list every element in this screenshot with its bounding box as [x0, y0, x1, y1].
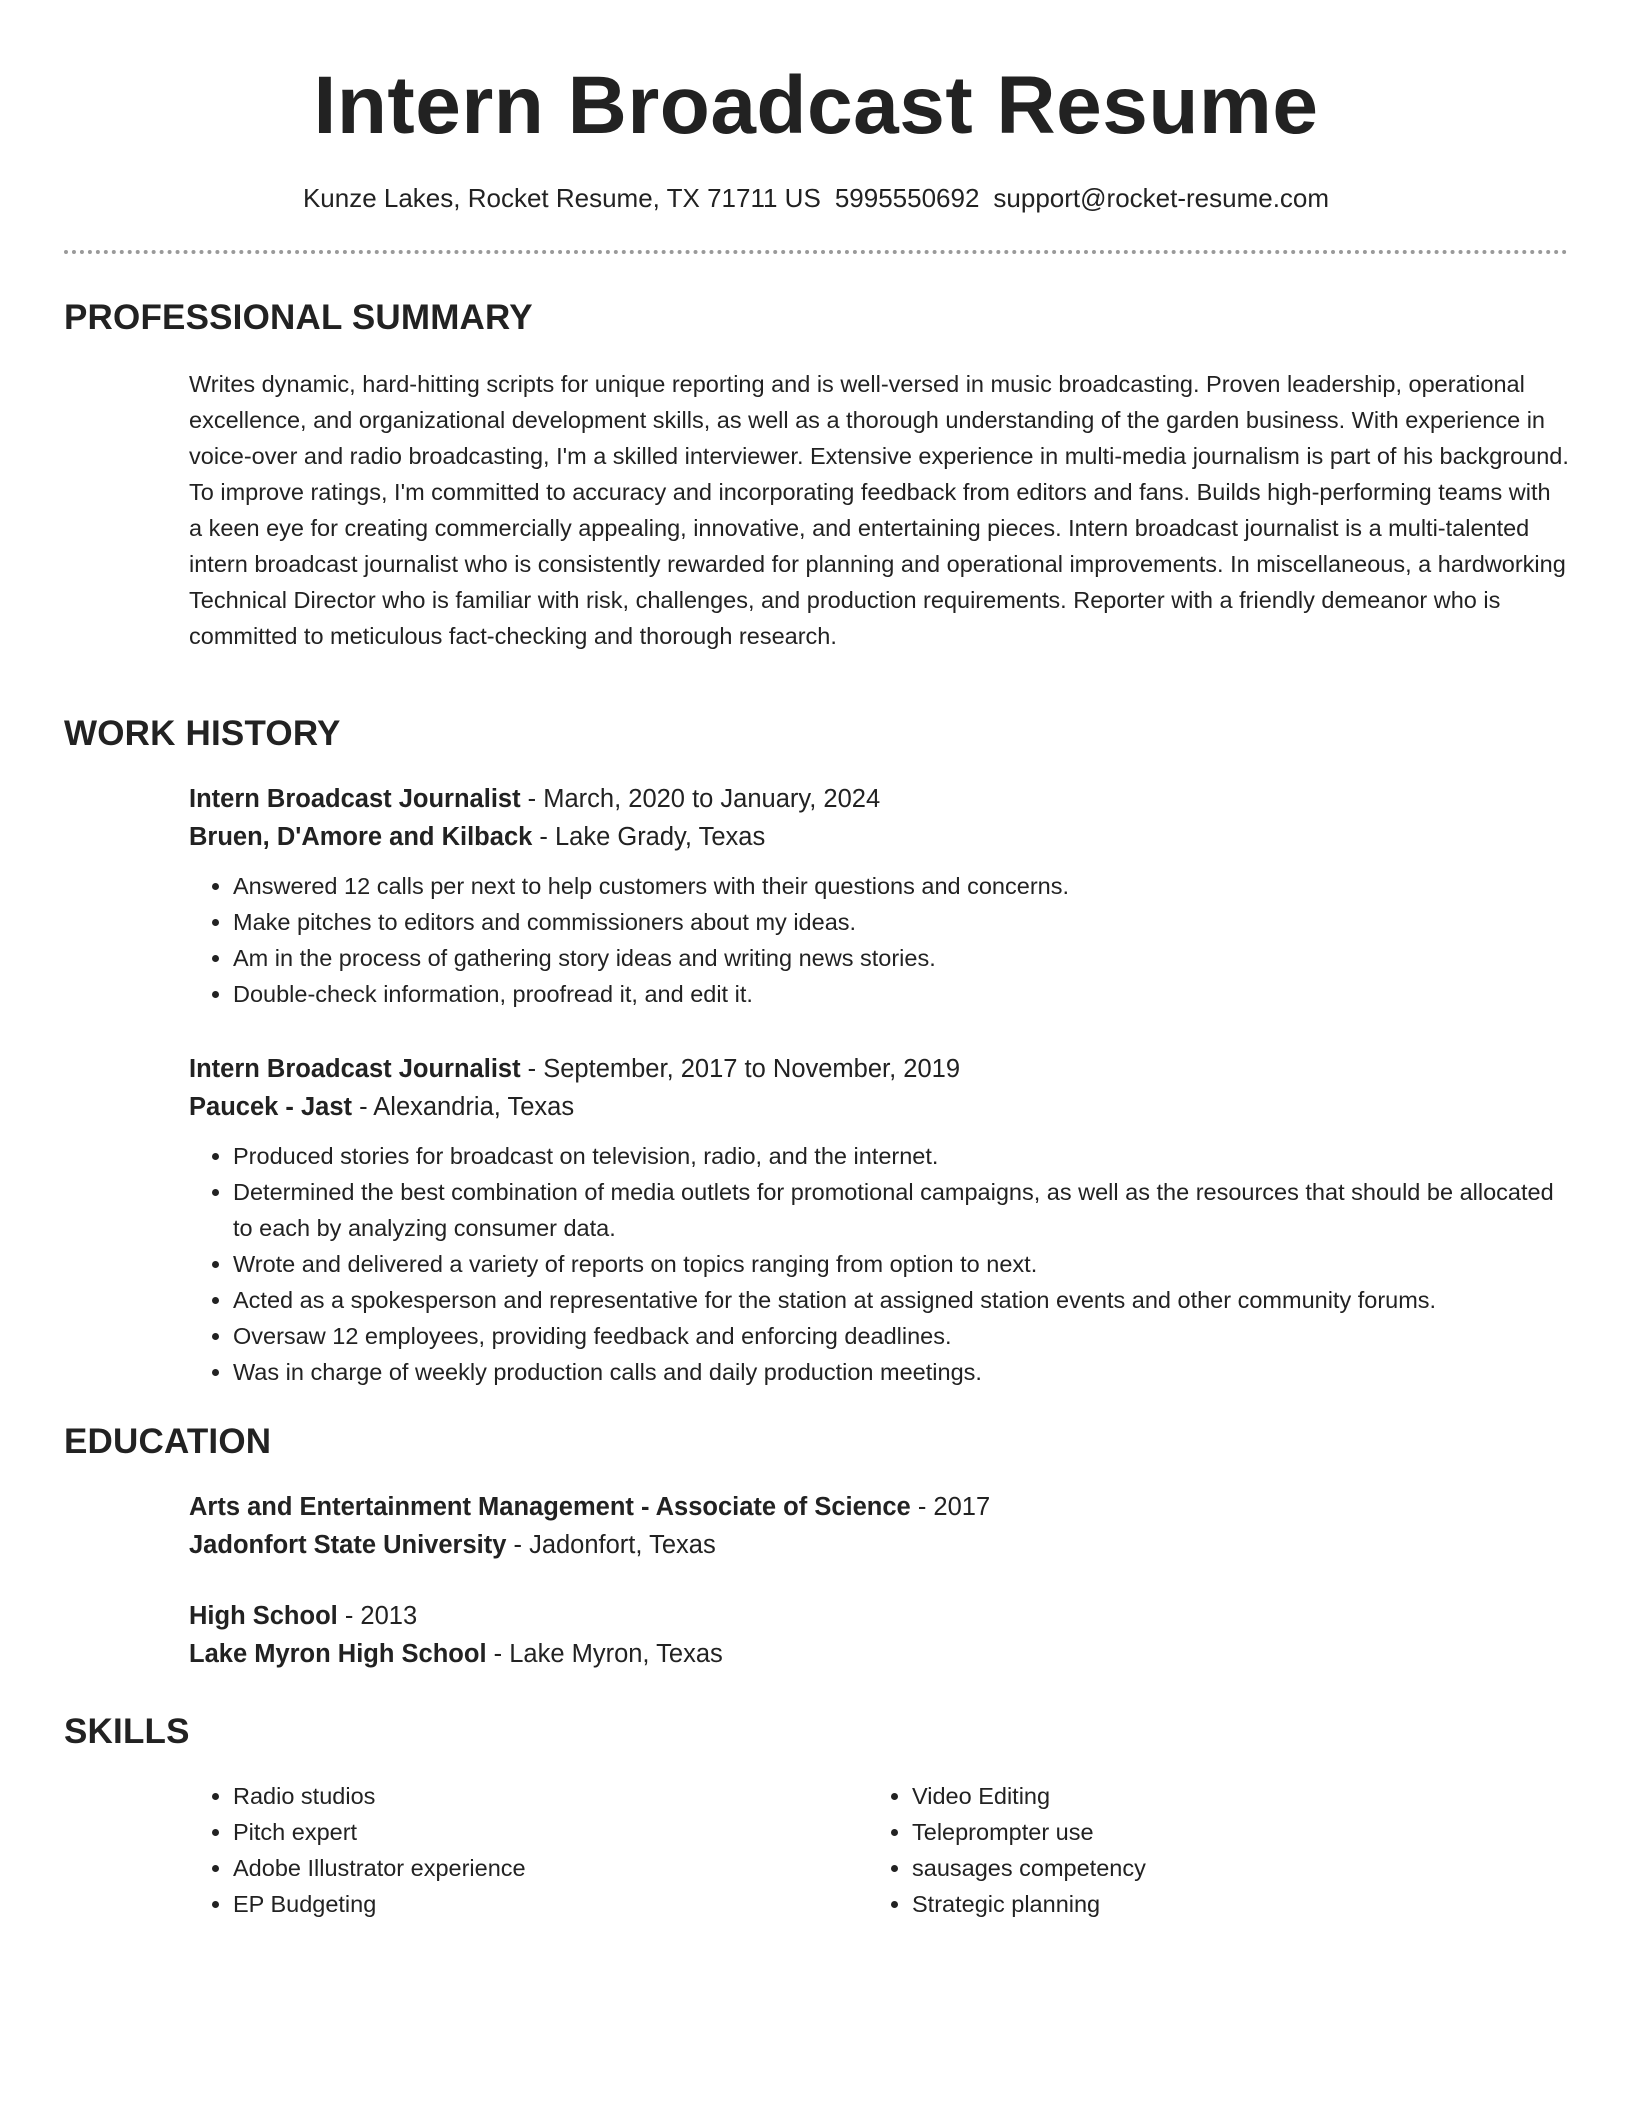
- skills-list: [189, 1778, 749, 1922]
- education-entry: [189, 1597, 1569, 1673]
- list-item: • Was in charge of weekly production calls and daily production meetings.: [233, 1354, 1569, 1390]
- education-heading: EDUCATION: [64, 1422, 272, 1461]
- list-item: • Produced stories for broadcast on television, radio, and the internet.: [233, 1138, 1569, 1174]
- school-name: Jadonfort State University: [189, 1531, 507, 1559]
- resume-title: Intern Broadcast Resume: [313, 60, 1319, 151]
- skill-item: • EP Budgeting: [233, 1886, 749, 1922]
- skills-column-left: [189, 1778, 749, 1922]
- work-history-heading: WORK HISTORY: [64, 714, 341, 753]
- job-location: - Alexandria, Texas: [352, 1093, 575, 1121]
- job-dates: - September, 2017 to November, 2019: [520, 1055, 961, 1083]
- list-item: • Wrote and delivered a variety of reports on topics ranging from option to next.: [233, 1246, 1569, 1282]
- school-line: [189, 1635, 1569, 1673]
- summary-heading: PROFESSIONAL SUMMARY: [64, 298, 533, 337]
- skill-item: • Adobe Illustrator experience: [233, 1850, 749, 1886]
- school-location: - Jadonfort, Texas: [506, 1531, 716, 1559]
- header-divider: [64, 250, 1568, 254]
- education-entry: [189, 1488, 1569, 1564]
- degree-name: High School: [189, 1602, 338, 1630]
- job-company: Bruen, D'Amore and Kilback: [189, 823, 533, 851]
- summary-text: Writes dynamic, hard-hitting scripts for unique reporting and is well-versed in music broadcasting. Proven leadership, operational excellence, and organizational development skills, as well as a thorough understanding of the garden business. With experience in voice-over and radio broadcasting, I'm a skilled interviewer. Extensive experience in multi-media journalism is part of his background. To improve ratings, I'm committed to accuracy and incorporating feedback from editors and fans. Builds high-performing teams with a keen eye for creating commercially appealing, innovative, and entertaining pieces. Intern broadcast journalist is a multi-talented intern broadcast journalist who is consistently rewarded for planning and operational improvements. In miscellaneous, a hardworking Technical Director who is familiar with risk, challenges, and production requirements. Reporter with a friendly demeanor who is committed to meticulous fact-checking and thorough research.: [189, 371, 1569, 649]
- contact-line: [0, 180, 1632, 216]
- job-company: Paucek - Jast: [189, 1093, 353, 1121]
- job-entry: [189, 780, 1569, 1012]
- skill-item: • Teleprompter use: [912, 1814, 1428, 1850]
- job-company-line: [189, 818, 1569, 856]
- skills-list: [868, 1778, 1428, 1922]
- skill-item: • Strategic planning: [912, 1886, 1428, 1922]
- degree-name: Arts and Entertainment Management - Associate of Science: [189, 1493, 911, 1521]
- job-title-line: [189, 780, 1569, 818]
- job-entry: [189, 1050, 1569, 1390]
- job-duties-list: [189, 868, 1569, 1012]
- skill-item: • Radio studios: [233, 1778, 749, 1814]
- school-line: [189, 1526, 1569, 1564]
- job-company-line: [189, 1088, 1569, 1126]
- school-location: - Lake Myron, Texas: [486, 1640, 723, 1668]
- list-item: • Oversaw 12 employees, providing feedback and enforcing deadlines.: [233, 1318, 1569, 1354]
- skills-column-right: [868, 1778, 1428, 1922]
- contact-phone: 5995550692: [834, 183, 980, 213]
- job-title: Intern Broadcast Journalist: [189, 785, 521, 813]
- job-dates: - March, 2020 to January, 2024: [520, 785, 881, 813]
- contact-email: support@rocket-resume.com: [993, 183, 1330, 213]
- degree-line: [189, 1488, 1569, 1526]
- job-title-line: [189, 1050, 1569, 1088]
- list-item: • Am in the process of gathering story ideas and writing news stories.: [233, 940, 1569, 976]
- skills-heading: SKILLS: [64, 1712, 190, 1751]
- job-location: - Lake Grady, Texas: [532, 823, 766, 851]
- degree-line: [189, 1597, 1569, 1635]
- list-item: • Determined the best combination of media outlets for promotional campaigns, as well as the resources that should be allocated to each by analyzing consumer data.: [233, 1174, 1569, 1246]
- school-name: Lake Myron High School: [189, 1640, 487, 1668]
- list-item: • Acted as a spokesperson and representative for the station at assigned station events and other community forums.: [233, 1282, 1569, 1318]
- skill-item: • Video Editing: [912, 1778, 1428, 1814]
- degree-year: - 2017: [910, 1493, 991, 1521]
- list-item: • Double-check information, proofread it, and edit it.: [233, 976, 1569, 1012]
- skill-item: • sausages competency: [912, 1850, 1428, 1886]
- skill-item: • Pitch expert: [233, 1814, 749, 1850]
- job-title: Intern Broadcast Journalist: [189, 1055, 521, 1083]
- job-duties-list: [189, 1138, 1569, 1390]
- list-item: • Make pitches to editors and commissioners about my ideas.: [233, 904, 1569, 940]
- list-item: • Answered 12 calls per next to help customers with their questions and concerns.: [233, 868, 1569, 904]
- degree-year: - 2013: [337, 1602, 418, 1630]
- contact-address: Kunze Lakes, Rocket Resume, TX 71711 US: [302, 183, 821, 213]
